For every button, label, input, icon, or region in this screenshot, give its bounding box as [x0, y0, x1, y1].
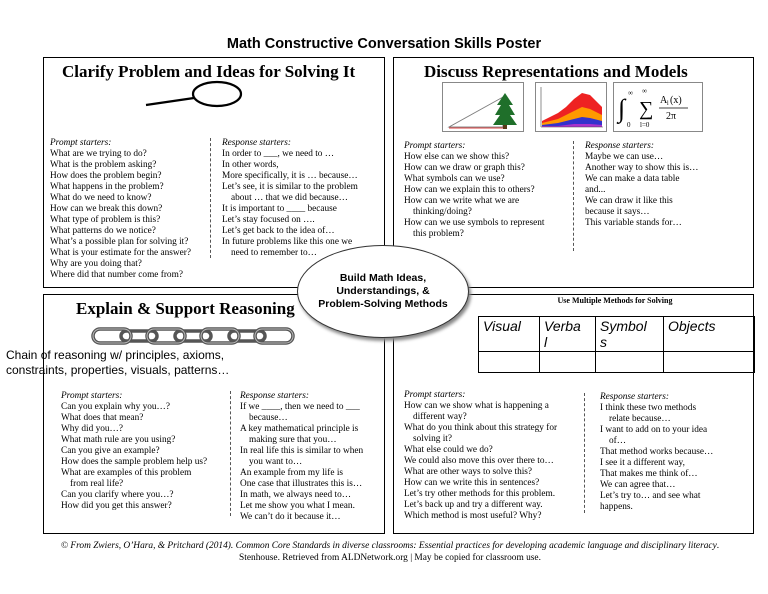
- method-symbols: Symbol s: [596, 317, 664, 352]
- svg-text:∫: ∫: [618, 94, 626, 123]
- response-item: In math, we always need to…: [240, 490, 352, 500]
- prompt-item: Can you clarify where you…?: [61, 490, 174, 500]
- response-item: One case that illustrates this is…: [240, 479, 363, 489]
- prompt-item: from real life?: [70, 479, 124, 489]
- prompt-item: What patterns do we notice?: [50, 226, 156, 236]
- citation-publisher: . Stenhouse. Retrieved from ALDNetwork.org | May be copied for classroom use.: [239, 541, 720, 563]
- prompt-item: What’s a possible plan for solving it?: [50, 237, 189, 247]
- method-label: Visual: [483, 318, 521, 334]
- response-item: because it says…: [585, 207, 650, 217]
- prompt-item: What do you think about this strategy for: [404, 423, 558, 433]
- prompt-item: How can we write this in sentences?: [404, 478, 540, 488]
- prompt-item: Where did that number come from?: [50, 270, 183, 280]
- citation-book-title: Common Core Standards in diverse classrooms: Essential practices for developing academic language and disciplinary literacy: [235, 541, 717, 551]
- response-header: Response starters:: [600, 392, 669, 402]
- method-visual: [479, 317, 540, 352]
- response-item: Let me show you what I mean.: [240, 501, 355, 511]
- citation-authors: © From Zwiers, O’Hara, & Pritchard (2014).: [60, 541, 236, 551]
- prompt-item: What happens in the problem?: [50, 182, 164, 192]
- citation-footer: [50, 540, 730, 564]
- response-item: about … that we did because…: [231, 193, 348, 203]
- prompt-item: What math rule are you using?: [61, 435, 176, 445]
- response-item: In order to ___, we need to …: [222, 149, 335, 159]
- prompt-header: Prompt starters:: [50, 138, 112, 148]
- prompt-item: Why are you doing that?: [50, 259, 142, 269]
- clarify-prompts: [50, 138, 191, 281]
- response-item: I see it a different way,: [600, 458, 685, 468]
- response-item: Let’s get back to the idea of…: [222, 226, 335, 236]
- area-chart-image: [535, 82, 607, 132]
- prompt-item: What is your estimate for the answer?: [50, 248, 191, 258]
- methods-responses: [600, 392, 713, 513]
- summation-formula-image: [613, 82, 703, 132]
- discuss-title: Discuss Representations and Models: [424, 62, 688, 81]
- prompt-item: How does the sample problem help us?: [61, 457, 208, 467]
- response-item: In other words,: [222, 160, 279, 170]
- svg-text:A: A: [660, 95, 668, 106]
- methods-empty-row: [479, 352, 755, 373]
- response-item: I think these two methods: [600, 403, 697, 413]
- response-header: Response starters:: [240, 391, 309, 401]
- table-cell: [479, 352, 540, 373]
- response-item: More specifically, it is … because…: [222, 171, 358, 181]
- svg-text:∞: ∞: [642, 87, 647, 95]
- method-label: Objects: [668, 318, 716, 334]
- prompt-item: this problem?: [413, 229, 464, 239]
- methods-header-row: [479, 317, 755, 352]
- prompt-item: Which method is most useful? Why?: [404, 511, 542, 521]
- center-ellipse: [297, 245, 469, 338]
- prompt-item: Can you give an example?: [61, 446, 160, 456]
- response-item: It is important to ____ because: [222, 204, 337, 214]
- methods-title: Use Multiple Methods for Solving: [557, 296, 673, 305]
- response-item: This variable stands for…: [585, 218, 682, 228]
- center-line: Understandings, &: [336, 285, 430, 297]
- response-item: That makes me think of…: [600, 469, 698, 479]
- svg-text:0: 0: [627, 121, 631, 129]
- response-item: Let’s try to… and see what: [600, 491, 701, 501]
- column-divider: [573, 141, 574, 251]
- discuss-prompts: [404, 141, 544, 240]
- svg-text:l: l: [667, 101, 669, 107]
- prompt-item: How can we break this down?: [50, 204, 163, 214]
- prompt-item: What do we need to know?: [50, 193, 152, 203]
- response-item: and...: [585, 185, 606, 195]
- prompt-item: Let’s try other methods for this problem.: [404, 489, 556, 499]
- prompt-item: Let’s back up and try a different way.: [404, 500, 543, 510]
- prompt-item: What are we trying to do?: [50, 149, 147, 159]
- prompt-item: What does that mean?: [61, 413, 144, 423]
- response-item: We can draw it like this: [585, 196, 673, 206]
- prompt-item: Can you explain why you…?: [61, 402, 170, 412]
- prompt-item: How can we show what is happening a: [404, 401, 549, 411]
- column-divider: [210, 138, 211, 258]
- chain-icon: [90, 325, 302, 347]
- prompt-item: How can we use symbols to represent: [404, 218, 545, 228]
- chain-label-line: constraints, properties, visuals, patterns…: [6, 363, 230, 377]
- prompt-item: different way?: [413, 412, 467, 422]
- chain-label-line: Chain of reasoning w/ principles, axioms,: [6, 348, 225, 362]
- response-item: Let’s stay focused on ….: [222, 215, 315, 225]
- clarify-title: Clarify Problem and Ideas for Solving It: [62, 62, 356, 81]
- methods-prompts: [404, 390, 557, 522]
- column-divider: [584, 393, 585, 513]
- response-item: If we ____, then we need to ___: [240, 402, 360, 412]
- explain-prompts: [61, 391, 207, 512]
- response-item: of…: [609, 436, 627, 446]
- prompt-item: How can we explain this to others?: [404, 185, 535, 195]
- explain-responses: [240, 391, 363, 523]
- response-item: In real life this is similar to when: [240, 446, 364, 456]
- prompt-item: What type of problem is this?: [50, 215, 161, 225]
- response-item: An example from my life is: [240, 468, 344, 478]
- response-item: Maybe we can use…: [585, 152, 664, 162]
- prompt-header: Prompt starters:: [404, 141, 466, 151]
- response-item: making sure that you…: [249, 435, 337, 445]
- prompt-item: thinking/doing?: [413, 207, 472, 217]
- poster-title: Math Constructive Conversation Skills Poster: [226, 36, 542, 52]
- table-cell: [664, 352, 755, 373]
- response-item: We can make a data table: [585, 174, 680, 184]
- center-line: Problem-Solving Methods: [318, 298, 448, 310]
- svg-text:∑: ∑: [639, 98, 654, 120]
- column-divider: [230, 391, 231, 516]
- explain-title: Explain & Support Reasoning: [76, 299, 295, 318]
- methods-table: [478, 316, 755, 373]
- table-cell: [596, 352, 664, 373]
- prompt-item: What are examples of this problem: [61, 468, 192, 478]
- tree-triangle-image: [442, 82, 524, 132]
- prompt-item: We could also move this over there to…: [404, 456, 554, 466]
- magnifying-glass-icon: [144, 80, 246, 110]
- response-item: We can agree that…: [600, 480, 676, 490]
- center-line: Build Math Ideas,: [339, 272, 427, 284]
- chain-of-reasoning-label: [6, 348, 229, 378]
- discuss-responses: [585, 141, 698, 229]
- response-item: because…: [249, 413, 288, 423]
- response-item: Another way to show this is…: [585, 163, 699, 173]
- method-objects: [664, 317, 755, 352]
- table-cell: [540, 352, 596, 373]
- prompt-item: How does the problem begin?: [50, 171, 162, 181]
- prompt-item: What is the problem asking?: [50, 160, 157, 170]
- method-verbal: Verba l: [540, 317, 596, 352]
- svg-text:l=0: l=0: [640, 121, 650, 129]
- response-item: We can’t do it because it…: [240, 512, 341, 522]
- prompt-item: What else could we do?: [404, 445, 493, 455]
- response-item: A key mathematical principle is: [240, 424, 359, 434]
- svg-text:∞: ∞: [628, 89, 633, 97]
- prompt-header: Prompt starters:: [61, 391, 123, 401]
- response-header: Response starters:: [585, 141, 654, 151]
- prompt-item: solving it?: [413, 434, 452, 444]
- prompt-item: How else can we show this?: [404, 152, 510, 162]
- prompt-item: What are other ways to solve this?: [404, 467, 533, 477]
- response-header: Response starters:: [222, 138, 291, 148]
- response-item: relate because…: [609, 414, 671, 424]
- prompt-item: How can we write what we are: [404, 196, 520, 206]
- response-item: I want to add on to your idea: [600, 425, 708, 435]
- svg-text:2π: 2π: [666, 111, 677, 122]
- prompt-item: What symbols can we use?: [404, 174, 505, 184]
- response-item: In future problems like this one we: [222, 237, 353, 247]
- response-item: That method works because…: [600, 447, 714, 457]
- prompt-item: How did you get this answer?: [61, 501, 172, 511]
- response-item: Let’s see, it is similar to the problem: [222, 182, 358, 192]
- response-item: you want to…: [249, 457, 303, 467]
- svg-text:(x): (x): [670, 95, 682, 106]
- response-item: need to remember to…: [231, 248, 317, 258]
- prompt-item: Why did you…?: [61, 424, 123, 434]
- prompt-header: Prompt starters:: [404, 390, 466, 400]
- clarify-responses: [222, 138, 358, 259]
- response-item: happens.: [600, 502, 633, 512]
- prompt-item: How can we draw or graph this?: [404, 163, 525, 173]
